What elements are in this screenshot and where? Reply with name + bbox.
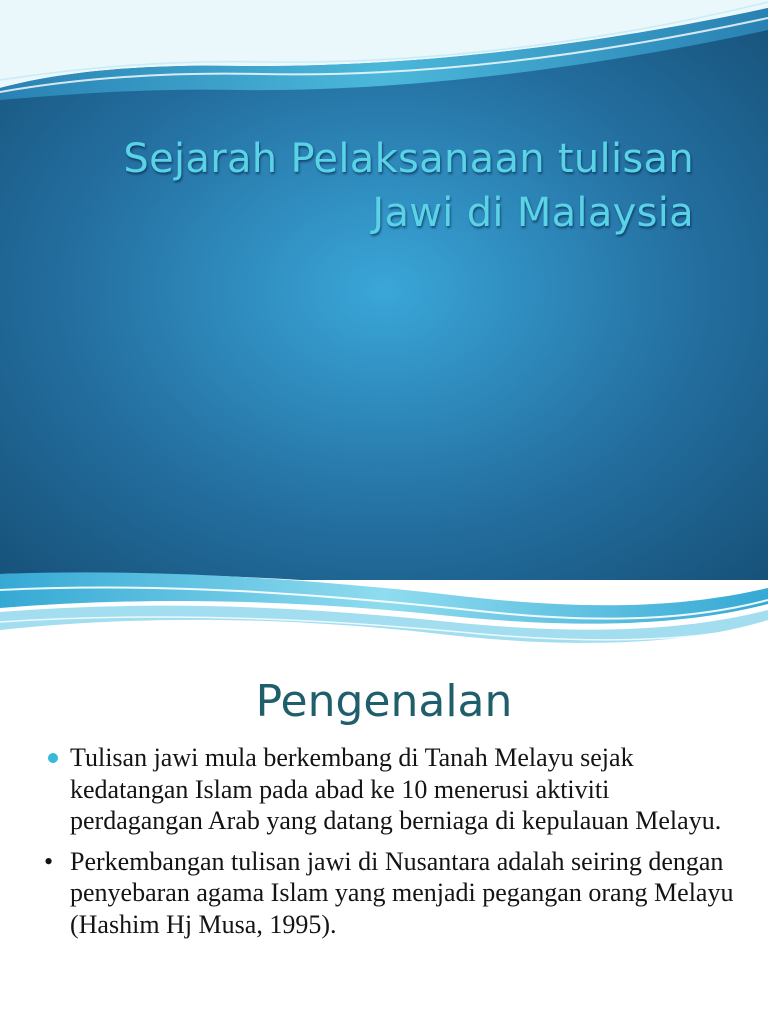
list-item bbox=[44, 846, 744, 941]
content-slide bbox=[0, 662, 768, 1024]
bullet-text: Tulisan jawi mula berkembang di Tanah Melayu sejak kedatangan Islam pada abad ke 10 menerusi aktiviti perdagangan Arab yang datang berniaga di kepulauan Melayu. bbox=[70, 743, 722, 835]
bullet-list bbox=[44, 742, 744, 949]
dot-bullet-icon: • bbox=[44, 846, 54, 876]
title-line-1: Sejarah Pelaksanaan tulisan bbox=[123, 136, 694, 182]
slide-heading: Pengenalan bbox=[255, 676, 513, 727]
list-item bbox=[44, 742, 744, 837]
bottom-wave-decoration bbox=[0, 560, 768, 662]
slide-title bbox=[34, 132, 694, 240]
bullet-text: Perkembangan tulisan jawi di Nusantara adalah seiring dengan penyebaran agama Islam yang menjadi pegangan orang Melayu (Hashim Hj Musa, 1995). bbox=[70, 846, 734, 939]
round-bullet-icon bbox=[48, 753, 58, 763]
title-line-2: Jawi di Malaysia bbox=[372, 190, 694, 236]
top-wave-decoration bbox=[0, 0, 768, 100]
